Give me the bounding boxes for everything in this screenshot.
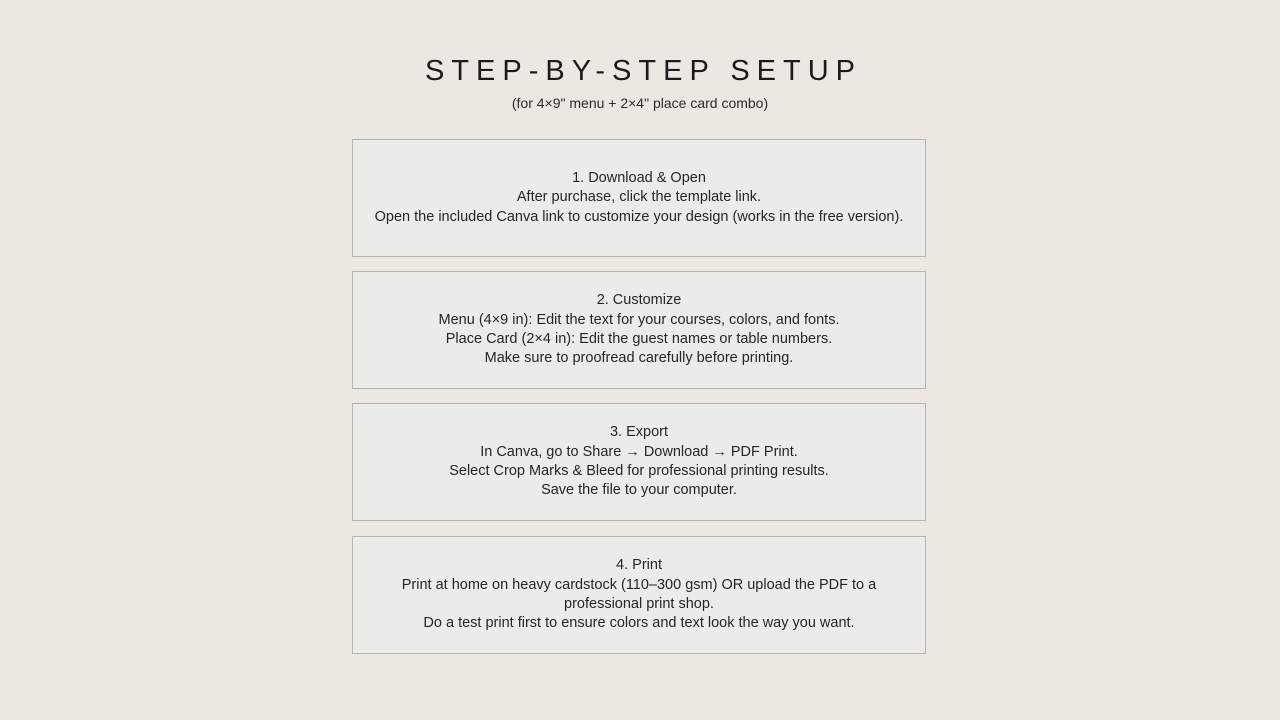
step-card-download-open xyxy=(352,139,926,257)
step-line: Do a test print first to ensure colors and text look the way you want. xyxy=(423,615,855,632)
page-subtitle: (for 4×9" menu + 2×4" place card combo) xyxy=(511,95,769,111)
step-line: Print at home on heavy cardstock (110–300 gsm) OR upload the PDF to a xyxy=(401,576,877,593)
step-heading: 3. Export xyxy=(609,424,669,441)
page-title: STEP-BY-STEP SETUP xyxy=(424,55,863,87)
step-card-print xyxy=(352,536,926,654)
step-heading: 4. Print xyxy=(616,557,662,574)
step-line: Open the included Canva link to customize your design (works in the free version). xyxy=(374,208,904,225)
step-line: professional print shop. xyxy=(564,596,714,612)
step-line: Make sure to proofread carefully before printing. xyxy=(484,350,794,367)
step-line: In Canva, go to Share → Download → PDF Print. xyxy=(480,443,798,460)
step-heading: 1. Download & Open xyxy=(572,170,706,187)
step-heading: 2. Customize xyxy=(596,292,682,309)
step-line: After purchase, click the template link. xyxy=(516,189,762,206)
step-line: Select Crop Marks & Bleed for professional printing results. xyxy=(449,463,829,479)
step-card-export xyxy=(352,403,926,521)
step-line: Place Card (2×4 in): Edit the guest names or table numbers. xyxy=(445,331,833,347)
step-card-customize xyxy=(352,271,926,389)
step-line: Menu (4×9 in): Edit the text for your courses, colors, and fonts. xyxy=(438,311,840,328)
step-line: Save the file to your computer. xyxy=(541,482,737,499)
